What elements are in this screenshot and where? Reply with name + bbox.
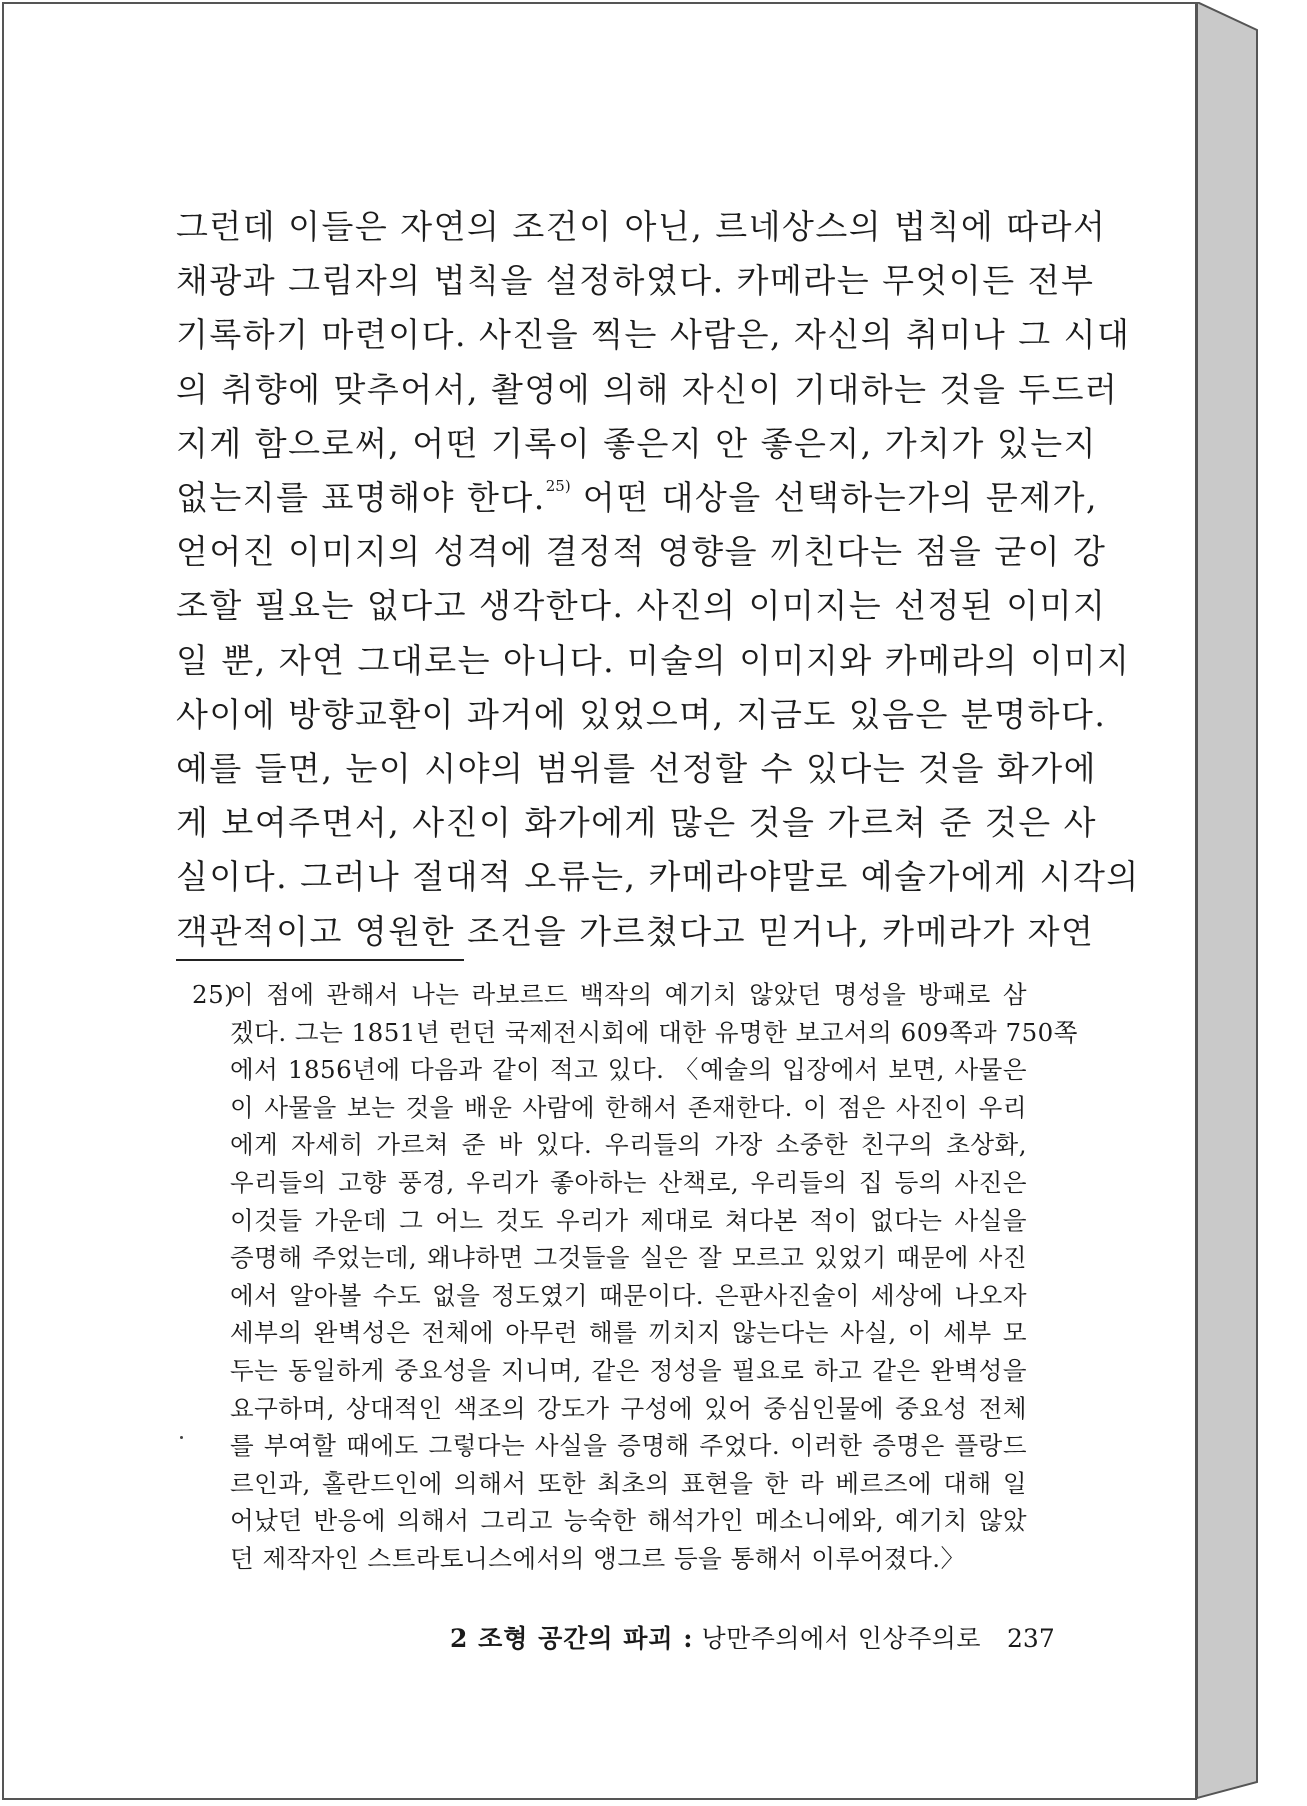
book-edge [1197,2,1305,1800]
running-footer [450,1622,1055,1656]
body-line: 게 보여주면서, 사진이 화가에게 많은 것을 가르쳐 준 것은 사 [176,803,1097,843]
footnote-number: 25) [192,980,235,1009]
footnote-divider [176,959,464,961]
footnote-line: 에서 1856년에 다음과 같이 적고 있다. 〈예술의 입장에서 보면, 사물은 [230,1055,1027,1085]
footnote-line: 우리들의 고향 풍경, 우리가 좋아하는 산책로, 우리들의 집 등의 사진은 [230,1167,1027,1197]
book-edge-shape [1197,2,1305,1800]
footnote-line: 에게 자세히 가르쳐 준 바 있다. 우리들의 가장 소중한 친구의 초상화, [230,1130,1027,1160]
body-line: 조할 필요는 없다고 생각한다. 사진의 이미지는 선정된 이미지 [176,586,1107,626]
body-line: 실이다. 그러나 절대적 오류는, 카메라야말로 예술가에게 시각의 [176,857,1140,897]
footnote-line [192,976,1027,1014]
page-speck [180,1436,183,1439]
footnote-line: 두는 동일하게 중요성을 지니며, 같은 정성을 필요로 하고 같은 완벽성을 [230,1355,1027,1385]
footnote [192,976,1078,1578]
footnote-line: 이것들 가운데 그 어느 것도 우리가 제대로 쳐다본 적이 없다는 사실을 [230,1205,1027,1235]
body-line: 얻어진 이미지의 성격에 결정적 영향을 끼친다는 점을 굳이 강 [176,532,1107,572]
footnote-line-text: 이 점에 관해서 나는 라보르드 백작의 예기치 않았던 명성을 방패로 삼 [230,980,1027,1009]
body-line-with-footnote-ref [176,471,1098,525]
body-line: 지게 함으로써, 어떤 기록이 좋은지 안 좋은지, 가치가 있는지 [176,423,1097,463]
footnote-line: 를 부여할 때에도 그렇다는 사실을 증명해 주었다. 이러한 증명은 플랑드 [230,1431,1027,1461]
book-page [2,2,1197,1800]
body-line-part: 없는지를 표명해야 한다. [176,478,546,518]
body-line: 그런데 이들은 자연의 조건이 아닌, 르네상스의 법칙에 따라서 [176,207,1107,246]
body-line: 객관적이고 영원한 조건을 가르쳤다고 믿거나, 카메라가 자연 [176,911,1095,951]
footnote-reference[interactable]: 25) [545,477,571,496]
footnote-line: 어났던 반응에 의해서 그리고 능숙한 해석가인 메소니에와, 예기치 않았 [230,1506,1027,1536]
body-text [176,200,1140,959]
body-line: 기록하기 마련이다. 사진을 찍는 사람은, 자신의 취미나 그 시대 [176,315,1131,355]
footnote-line: 이 사물을 보는 것을 배운 사람에 한해서 존재한다. 이 점은 사진이 우리 [230,1092,1027,1122]
body-line: 채광과 그림자의 법칙을 설정하였다. 카메라는 무엇이든 전부 [176,261,1095,301]
footnote-line: 증명해 주었는데, 왜냐하면 그것들을 실은 잘 모르고 있었기 때문에 사진 [230,1243,1027,1273]
footnote-line: 겠다. 그는 1851년 런던 국제전시회에 대한 유명한 보고서의 609쪽과 750쪽 [230,1017,1078,1047]
footnote-line: 에서 알아볼 수도 없을 정도였기 때문이다. 은판사진술이 세상에 나오자 [230,1280,1027,1310]
chapter-title: 2 조형 공간의 파괴 : [450,1624,694,1653]
body-line: 예를 들면, 눈이 시야의 범위를 선정할 수 있다는 것을 화가에 [176,749,1097,789]
body-line-part: 어떤 대상을 선택하는가의 문제가, [582,478,1098,518]
body-line: 사이에 방향교환이 과거에 있었으며, 지금도 있음은 분명하다. [176,694,1107,734]
footnote-line: 르인과, 홀란드인에 의해서 또한 최초의 표현을 한 라 베르즈에 대해 일 [230,1468,1027,1498]
body-line: 일 뿐, 자연 그대로는 아니다. 미술의 이미지와 카메라의 이미지 [176,640,1131,680]
footnote-line: 세부의 완벽성은 전체에 아무런 해를 끼치지 않는다는 사실, 이 세부 모 [230,1318,1027,1348]
footnote-line: 요구하며, 상대적인 색조의 강도가 구성에 있어 중심인물에 중요성 전체 [230,1393,1027,1423]
chapter-subtitle: 낭만주의에서 인상주의로 [701,1624,982,1653]
page-number: 237 [1007,1624,1055,1653]
body-line: 의 취향에 맞추어서, 촬영에 의해 자신이 기대하는 것을 두드러 [176,369,1119,409]
footnote-line: 던 제작자인 스트라토니스에서의 앵그르 등을 통해서 이루어졌다.〉 [230,1543,966,1573]
